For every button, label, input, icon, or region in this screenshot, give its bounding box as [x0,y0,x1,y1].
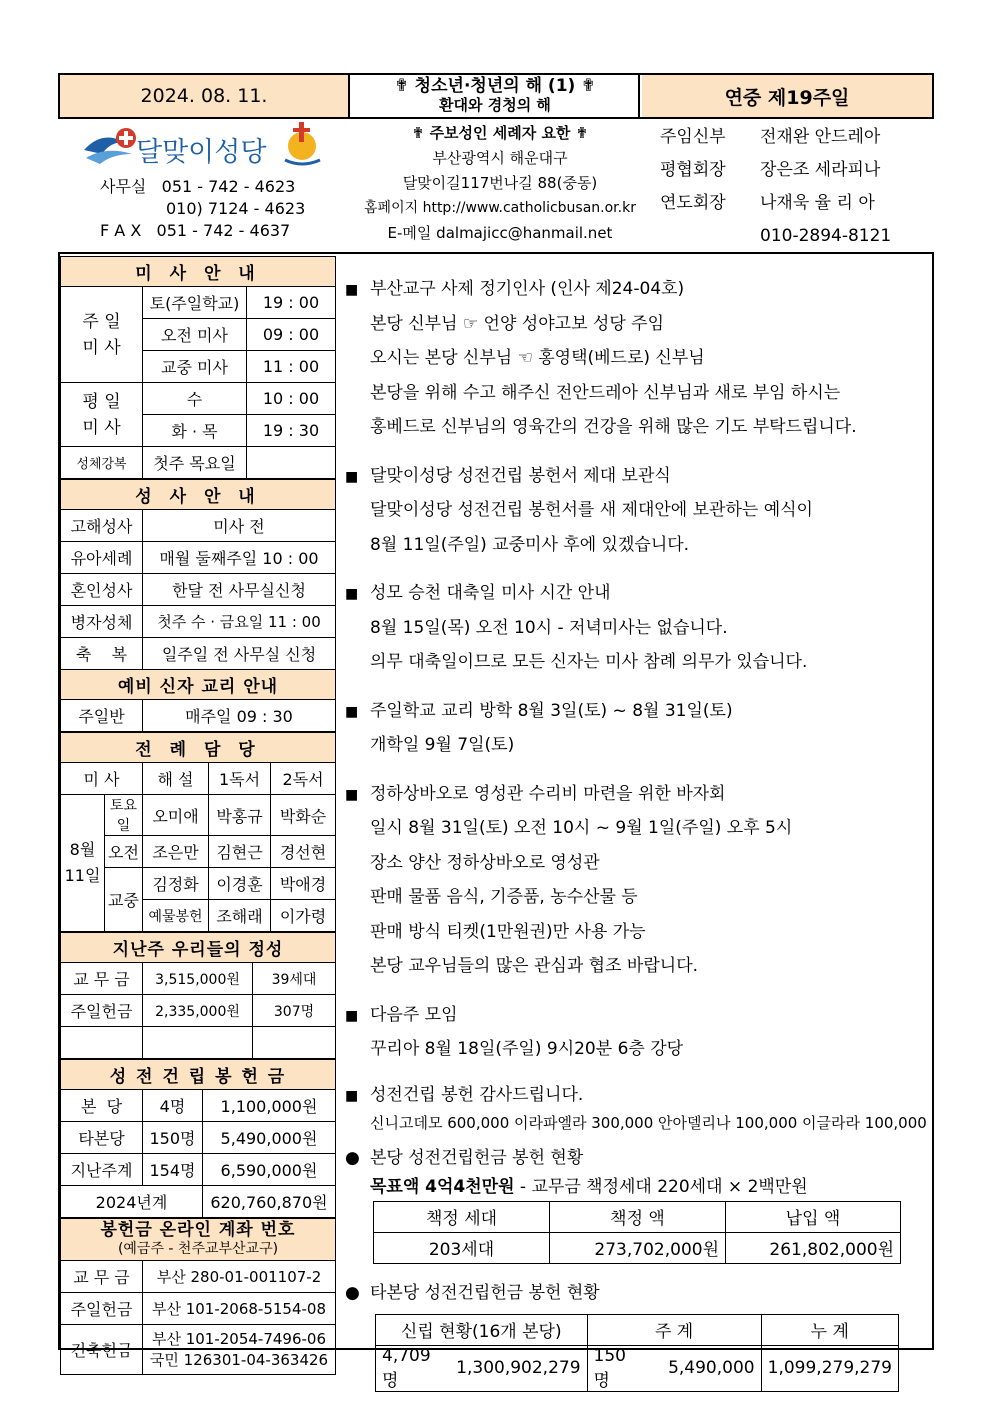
mass-table [60,256,336,479]
announcement-line: 판매 물품 음식, 기증품, 농수산물 등 [370,887,638,907]
adoration-value: 첫주 목요일 [143,447,247,479]
paid-value: 261,802,000원 [726,1232,901,1263]
staff-role: 평협회장 [660,160,726,180]
announcement-line: 판매 방식 티켓(1만원권)만 사용 가능 [370,921,646,942]
announcement-line: 홍베드로 신부님의 영육간의 건강을 위해 많은 기도 부탁드립니다. [370,417,857,437]
announcement-line: 의무 대축일이므로 모든 신자는 미사 참례 의무가 있습니다. [370,652,808,672]
announcement-line: 달맞이성당 성전건립 봉헌서를 새 제대안에 보관하는 예식이 [370,500,813,520]
office-contact [100,176,305,242]
offering-label: 예물봉헌 [143,900,209,932]
announcement-line: 오시는 본당 신부님 ☜ 홍영택(베드로) 신부님 [370,348,705,368]
sacrament-name: 혼인성사 [61,574,143,606]
week-amount: 5,490,000 [643,1345,761,1391]
announcement-line: 꾸리아 8월 18일(주일) 9시20분 6층 강당 [370,1039,684,1059]
mass-slot: 교중 [105,868,143,932]
announcement-item [345,459,930,563]
announcement-item [345,1081,930,1137]
fund-amount: 1,100,000원 [203,1090,336,1122]
sacrament-info: 한달 전 사무실신청 [143,574,336,606]
sacrament-info: 매월 둘째주일 10 : 00 [143,542,336,574]
account-purpose: 교 무 금 [61,1261,143,1293]
collection-amount: 2,335,000원 [143,995,253,1027]
liturgical-sunday: 연중 제19주일 [724,86,850,109]
fund-status-title: 본당 성전건립헌금 봉헌 현황 [370,1147,584,1168]
announcement-line: 신니고데모 600,000 이라파엘라 300,000 안아델리나 100,000 이글라라 100,000 [370,1113,927,1132]
fund-count: 4명 [143,1090,203,1122]
left-column [60,256,336,1375]
address-line-1: 부산광역시 해운대구 [432,149,568,167]
reader-2: 경선현 [271,836,336,868]
header-sunday-cell [642,75,932,117]
square-bullet-icon: ■ [345,282,359,298]
collection-type: 주일헌금 [61,995,143,1027]
catechumen-title: 예비 신자 교리 안내 [61,670,336,700]
sacrament-name: 유아세례 [61,542,143,574]
sacrament-name: 고해성사 [61,510,143,542]
year-total: 620,760,870원 [203,1186,336,1218]
homepage-link[interactable]: 홈페이지 http://www.catholicbusan.or.kr [364,200,636,216]
other-status-title: 타본당 성전건립헌금 봉헌 현황 [370,1282,600,1303]
sunday-mass-label: 주 일 미 사 [61,287,143,383]
fund-count: 150명 [143,1122,203,1154]
announcement-item [345,272,930,445]
mass-slot: 오전 [105,836,143,868]
col-header: 해 설 [143,763,209,795]
announcement-line: 본당 신부님 ☞ 언양 성야고보 성당 주임 [370,313,664,334]
announcement-title: 성전건립 봉헌 감사드립니다. [370,1084,584,1105]
catechumen-class: 주일반 [61,700,143,732]
mass-time: 19 : 00 [247,287,336,319]
bulletin-date: 2024. 08. 11. [140,85,268,107]
announcement-line: 8월 11일(주일) 교중미사 후에 있겠습니다. [370,534,690,555]
account-number: 국민 126301-04-363426 [149,1350,329,1369]
cumulative-amount: 1,099,279,279 [761,1345,898,1391]
reader-2: 박애경 [271,868,336,900]
sacrament-info: 첫주 수 · 금요일 11 : 00 [143,606,336,638]
col-header: 책정 액 [550,1201,726,1232]
offering-person: 조해래 [209,900,271,932]
sacrament-info: 일주일 전 사무실 신청 [143,638,336,670]
mass-time: 19 : 30 [247,415,336,447]
square-bullet-icon: ■ [345,703,359,720]
accounts-table [60,1218,336,1375]
staff-name: 나재욱 율 리 아 [760,193,875,213]
catechumen-time: 매주일 09 : 30 [143,700,336,732]
announcement-line: 본당 교우님들의 많은 관심과 협조 바랍니다. [370,956,699,976]
fax-label: F A X [100,221,142,240]
announcement-title: 부산교구 사제 정기인사 (인사 제24-04호) [370,279,685,299]
mass-name: 화 · 목 [143,415,247,447]
empty-cell [253,1027,336,1059]
reader-1: 이경훈 [209,868,271,900]
col-header: 주 계 [587,1314,761,1345]
empty-cell [143,1027,253,1059]
col-header: 2독서 [271,763,336,795]
households-value: 203세대 [374,1232,550,1263]
col-header: 1독서 [209,763,271,795]
parish-logo [80,120,330,170]
collection-table [60,932,336,1059]
announcement-title: 주일학교 교리 방학 8월 3일(토) ~ 8월 31일(토) [370,700,733,721]
liturgy-table [60,732,336,932]
accounts-subtitle: (예금주 - 천주교부산교구) [117,1240,279,1257]
building-fund-table [60,1059,336,1218]
sacrament-name: 축 복 [61,638,143,670]
account-purpose: 주일헌금 [61,1293,143,1325]
announcement-line: 개학일 9월 7일(토) [370,735,515,755]
fund-status-section [345,1143,930,1264]
dot-bullet-icon: ● [345,1147,360,1168]
adoration-label: 성체강복 [61,447,143,479]
fax-number: 051 - 742 - 4637 [156,221,291,240]
header-theme-cell [352,75,640,117]
collection-title: 지난주 우리들의 정성 [61,933,336,963]
commentator: 오미애 [143,795,209,836]
announcement-title: 달맞이성당 성전건립 봉헌서 제대 보관식 [370,465,671,486]
announcement-title: 정하상바오로 영성관 수리비 마련을 위한 바자회 [370,783,726,804]
year-total-label: 2024년계 [61,1186,203,1218]
col-header: 누 계 [761,1314,898,1345]
email-link[interactable]: E-메일 dalmajicc@hanmail.net [387,224,613,242]
collection-count: 39세대 [253,963,336,995]
mass-name: 오전 미사 [143,319,247,351]
dot-bullet-icon: ● [345,1282,360,1303]
commentator: 김정화 [143,868,209,900]
mass-slot: 토요일 [105,795,143,836]
sacrament-info: 미사 전 [143,510,336,542]
collection-type: 교 무 금 [61,963,143,995]
weekday-mass-label: 평 일 미 사 [61,383,143,447]
square-bullet-icon: ■ [345,468,359,485]
mass-name: 토(주일학교) [143,287,247,319]
announcement-line: 일시 8월 31일(토) 오전 10시 ~ 9월 1일(주일) 오후 5시 [370,818,793,838]
col-header: 미 사 [61,763,143,795]
patron-saint: ✟ 주보성인 세례자 요한 ✟ [411,124,589,142]
mass-name: 교중 미사 [143,351,247,383]
staff-name: 장은조 세라피나 [760,160,881,180]
accounts-title: 봉헌금 온라인 계좌 번호 [100,1219,296,1240]
col-header: 신립 현황(16개 본당) [376,1314,588,1345]
staff-name: 전재완 안드레아 [760,127,881,147]
sacraments-table [60,479,336,732]
collection-amount: 3,515,000원 [143,963,253,995]
reader-1: 김현근 [209,836,271,868]
mass-time: 10 : 00 [247,383,336,415]
account-purpose: 건축헌금 [61,1325,143,1375]
offering-person: 이가령 [271,900,336,932]
announcement-item [345,694,930,763]
announcement-item [345,777,930,984]
announcement-line: 8월 15일(목) 오전 10시 - 저녁미사는 없습니다. [370,617,728,638]
square-bullet-icon: ■ [345,1087,359,1104]
header-bar [58,73,934,119]
address-line-2: 달맞이길117번나길 88(중동) [402,174,598,192]
col-header: 납입 액 [726,1201,901,1232]
office-mobile: 010) 7124 - 4623 [166,199,306,218]
empty-cell [247,447,336,479]
theme-title: ✟ 청소년·청년의 해 (1) ✟ [394,76,596,96]
pledged-value: 273,702,000원 [550,1232,726,1263]
other-status-table [375,1314,899,1392]
announcement-title: 성모 승천 대축일 미사 시간 안내 [370,583,611,603]
staff-role: 연도회장 [660,193,726,213]
account-number: 부산 101-2068-5154-08 [143,1293,336,1325]
fund-source: 본 당 [61,1090,143,1122]
staff-phone: 010-2894-8121 [760,226,892,246]
account-number: 부산 101-2054-7496-06 [151,1329,327,1348]
theme-subtitle: 환대와 경청의 해 [439,96,551,114]
liturgy-date: 8월 11일 [61,795,105,932]
account-number-multi [143,1325,336,1375]
header-date-cell [60,75,350,117]
fund-goal-detail: - 교무금 책정세대 220세대 × 2백만원 [514,1176,808,1197]
announcement-item [345,998,930,1067]
fund-status-table [373,1201,901,1264]
commentator: 조은만 [143,836,209,868]
reader-1: 박홍규 [209,795,271,836]
mass-name: 수 [143,383,247,415]
parish-address-block [350,121,650,246]
mass-time: 11 : 00 [247,351,336,383]
square-bullet-icon: ■ [345,786,359,803]
sacrament-name: 병자성체 [61,606,143,638]
empty-cell [61,1027,143,1059]
fund-goal: 목표액 4억4천만원 [370,1176,515,1197]
fund-amount: 5,490,000원 [203,1122,336,1154]
parish-name: 달맞이성당 [136,137,267,167]
announcement-line: 장소 양산 정하상바오로 영성관 [370,852,600,873]
announcements [345,272,930,1392]
col-header: 책정 세대 [374,1201,550,1232]
building-fund-title: 성 전 건 립 봉 헌 금 [61,1060,336,1090]
announcement-item [345,576,930,680]
mass-time: 09 : 00 [247,319,336,351]
accounts-header [61,1219,336,1261]
staff-list [660,121,910,253]
other-amount: 1,300,902,279 [446,1345,588,1391]
office-phone: 051 - 742 - 4623 [161,177,296,196]
fund-amount: 6,590,000원 [203,1154,336,1186]
fund-count: 154명 [143,1154,203,1186]
liturgy-title: 전 례 담 당 [61,733,336,763]
announcement-title: 다음주 모임 [370,1004,458,1025]
office-label: 사무실 [100,177,147,196]
fund-source: 지난주계 [61,1154,143,1186]
account-number: 부산 280-01-001107-2 [143,1261,336,1293]
square-bullet-icon: ■ [345,1007,359,1024]
mass-title: 미 사 안 내 [61,257,336,287]
collection-count: 307명 [253,995,336,1027]
other-count: 4,709명 [376,1345,446,1391]
reader-2: 박화순 [271,795,336,836]
sacraments-title: 성 사 안 내 [61,480,336,510]
fund-source: 타본당 [61,1122,143,1154]
staff-role: 주임신부 [660,127,726,147]
announcement-line: 본당을 위해 수고 해주신 전안드레아 신부님과 새로 부임 하시는 [370,382,841,403]
square-bullet-icon: ■ [345,586,359,602]
other-status-section [345,1278,930,1392]
week-count: 150명 [587,1345,643,1391]
